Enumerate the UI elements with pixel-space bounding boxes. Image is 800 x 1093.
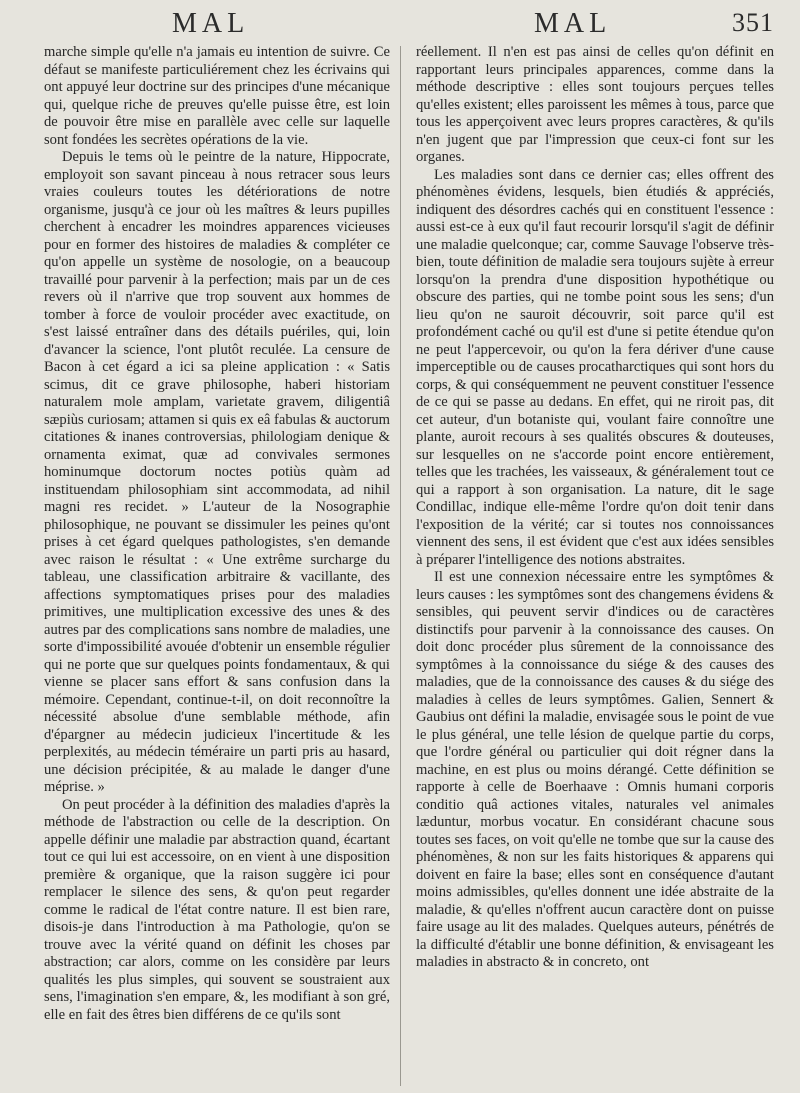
header-left-title: MAL [172,8,250,39]
column-divider [400,46,401,1086]
header-right-title: MAL [534,8,612,39]
paragraph: Les maladies sont dans ce dernier cas; elles offrent des phénomènes évidens, lesquels, bien étudiés & appréciés, indiquent des désordres cachés qui en constituent l'essence : aussi est-ce à eux qu'il faut recourir lorsqu'il s'agit de définir une maladie quelconque; car, comme Sauvage l'observe très-bien, toute définition de maladie sera toujours sujète à erreur lorsqu'on la prendra d'une disposition hypothétique ou obscure des parties, qui ne tombe point sous les sens; d'un lieu qu'on ne sauroit découvrir, soit parce qu'il est profondément caché ou qu'il est d'une si petite étendue qu'on ne peut l'appercevoir, ou qu'on la fera dériver d'une cause imperceptible ou de causes procatharctiques qui sont hors du corps, & qui conséquemment ne peuvent constituer l'essence de ce qui se passe au dedans. En effet, qui ne riroit pas, dit cet auteur, d'un botaniste qui, voulant faire connoître une plante, auroit recours à ses qualités obscures & douteuses, sur lesquelles on ne s'accorde point encore entièrement, telles que les trachées, les vaisseaux, & généralement tout ce qui a rapport à son organisation. La nature, dit le sage Condillac, indique elle-même l'ordre qu'on doit tenir dans l'exposition de la vérité; car si toutes nos connoissances viennent des sens, il est évident que c'est aux idées sensibles à préparer l'intelligence des notions abstraites. [416,166,774,568]
right-text-column [416,44,774,1084]
paragraph: On peut procéder à la définition des maladies d'après la méthode de l'abstraction ou celle de la description. On appelle définir une maladie par abstraction quand, écartant tout ce qui lui est accessoire, on en vient à une disposition première & organique, que la raison suggère ici pour remplacer le silence des sens, & qu'on peut regarder comme le radical de l'état contre nature. Il est bien rare, disois-je dans l'introduction à ma Pathologie, qu'on se trouve avec la vérité quand on définit les choses par abstraction; car alors, comme on les considère par leurs qualités les plus simples, qui souvent se soustraient aux sens, l'imagination s'en empare, &, les modifiant à son gré, elle en fait des êtres bien différens de ce qu'ils sont [44,796,390,1023]
paragraph: Il est une connexion nécessaire entre les symptômes & leurs causes : les symptômes sont des changemens évidens & sensibles, qui peuvent servir d'indices ou de caractères distinctifs pour parvenir à la connoissance des causes. On doit donc procéder plus sûrement de la connoissance des symptômes à la connoissance du siége & des causes des maladies, que de la connoissance des causes & du siége des maladies à celles de leurs symptômes. Galien, Sennert & Gaubius ont défini la maladie, envisagée sous le point de vue le plus général, une telle lésion de quelque partie du corps, que l'ordre général ou particulier qui doit régner dans la machine, en est plus ou moins dérangé. Cette définition se rapporte à celle de Boerhaave : Omnis humani corporis conditio quâ actiones vitales, naturales vel animales læduntur, morbus vocatur. En considérant chacune sous toutes ses faces, on voit qu'elle ne tombe que sur la cause des phénomènes, & non sur les faits historiques & apparens qui doivent en faire la base; elles sont en conséquence d'autant moins admissibles, qu'elles donnent une idée abstraite de la maladie, & qu'elles n'offrent aucun caractère dont on puisse faire usage au lit des malades. Quelques auteurs, pénétrés de la difficulté d'établir une bonne définition, & envisageant les maladies in abstracto & in concreto, ont [416,569,774,970]
running-header [40,8,778,42]
page-number: 351 [732,8,774,37]
paragraph: Depuis le tems où le peintre de la nature, Hippocrate, employoit son savant pinceau à nous retracer sous leurs vraies couleurs toutes les détériorations de notre organisme, jusqu'à ce jour où les maîtres & leurs pupilles cherchent à encadrer les moindres apparences vicieuses pour en former des histoires de maladies & compléter ce qu'on appelle un système de nosologie, on a beaucoup travaillé pour parvenir à la perfection; mais par un de ces revers où il n'arrive que trop souvent aux hommes de tomber à force de vouloir procéder avec exactitude, on s'est laissé entraîner dans des détails puériles, qui, loin d'avancer la science, l'ont plutôt reculée. La censure de Bacon à cet égard a ici sa pleine application : « Satis scimus, dit ce grave philosophe, haberi historiam naturalem mole amplam, varietate gravem, diligentiâ sæpiùs curiosam; attamen si quis ex eâ fabulas & auctorum citationes & inanes controversias, philologiam denique & ornamenta eximat, quæ ad convivales sermones hominumque doctorum noctes potiùs quàm ad instituendam philosophiam sint accommodata, ad nihil magni res recidet. » L'auteur de la Nosographie philosophique, ne pouvant se dissimuler les peines qu'ont prises à cet égard quelques pathologistes, s'en demande avec raison le résultat : « Une extrême surcharge du tableau, une classification arbitraire & vacillante, des affections symptomatiques prises pour des maladies primitives, une multiplication excessive des unes & des autres par des complications sans nombre de maladies, une sorte d'impossibilité avouée d'obtenir un ensemble régulier qui ne porte que sur quelques points fondamentaux, & qui vienne se placer sans effort & sans confusion dans la mémoire. Cependant, continue-t-il, on doit reconnoître la nécessité absolue d'une semblable méthode, afin d'épargner au médecin judicieux l'incertitude & les perplexités, au médecin téméraire un parti pris au hasard, une décision précipitée, & au malade le danger d'une méprise. » [44,149,390,795]
left-text-column [44,44,390,1084]
paragraph: réellement. Il n'en est pas ainsi de celles qu'on définit en rapportant leurs principales apparences, comme dans la méthode descriptive : elles sont toujours perçues telles qu'elles existent; elles paroissent les mêmes à tous, parce que tous les apperçoivent avec leurs propres caractères, & qu'ils n'en jugent que par l'impression que ceux-ci font sur les organes. [416,44,774,165]
paragraph: marche simple qu'elle n'a jamais eu intention de suivre. Ce défaut se manifeste particuliérement chez les écrivains qui ont appuyé leur doctrine sur des principes d'une mécanique qui, quelque riche de preuves qu'elle puisse être, est loin de pouvoir être mise en parallèle avec celle sur laquelle sont fondées les secrètes opérations de la vie. [44,44,390,148]
